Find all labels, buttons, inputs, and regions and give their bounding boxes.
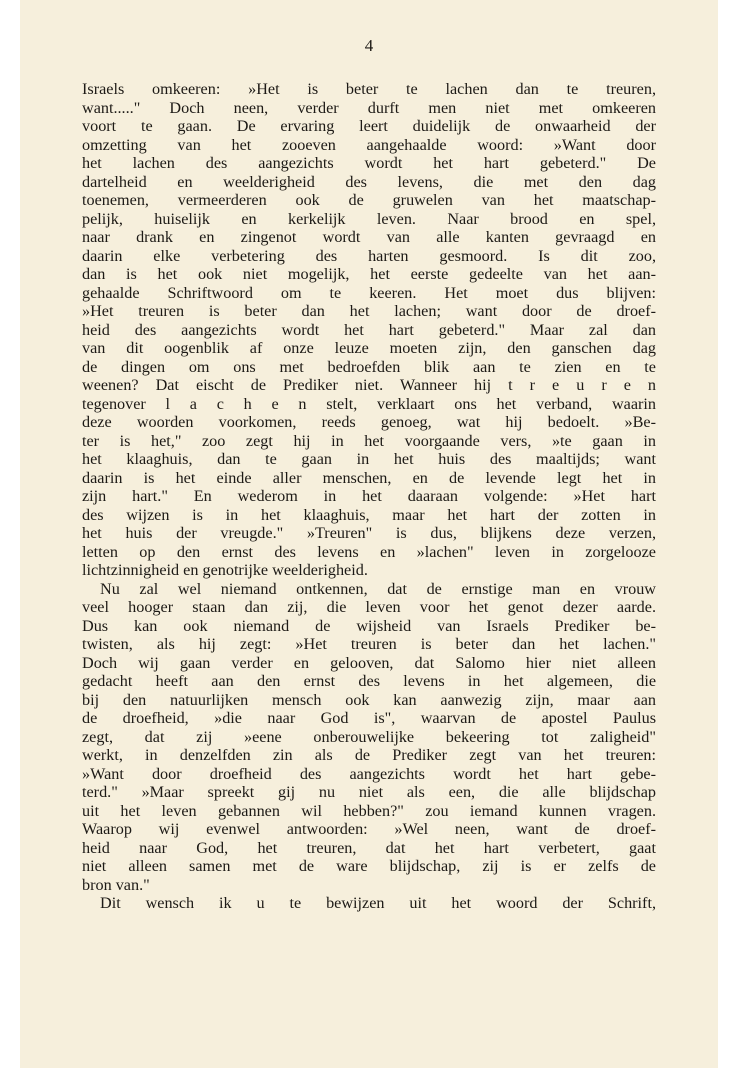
text-line: want....." Doch neen, verder durft men niet met omkeeren [82, 98, 656, 117]
text-line: daarin elke verbetering des harten gesmoord. Is dit zoo, [82, 246, 656, 265]
text-line: zegt, dat zij »eene onberouwelijke bekeering tot zaligheid" [82, 727, 656, 746]
text-line: van dit oogenblik af onze leuze moeten zijn, den ganschen dag [82, 339, 656, 357]
text-line: lichtzinnigheid en genotrijke weelderigheid. [82, 561, 368, 579]
paragraph [82, 80, 656, 580]
text-line: weenen? Dat eischt de Prediker niet. Wanneer hij t r e u r e n [82, 376, 656, 394]
text-line: toenemen, vermeerderen ook de gruwelen van het maatschap- [82, 191, 656, 209]
text-line: terd." »Maar spreekt gij nu niet als een, die alle blijdschap [82, 783, 656, 801]
text-line: het lachen des aangezichts wordt het hart gebeterd." De [82, 154, 656, 172]
text-line: Nu zal wel niemand ontkennen, dat de ernstige man en vrouw [100, 579, 656, 598]
text-line: de dingen om ons met bedroefden blik aan te zien en te [82, 357, 656, 376]
text-line: dan is het ook niet mogelijk, het eerste gedeelte van het aan- [82, 265, 656, 283]
text-line: zijn hart." En wederom in het daaraan volgende: »Het hart [82, 487, 656, 505]
text-line: dartelheid en weelderigheid des levens, die met den dag [82, 172, 656, 191]
text-line: daarin is het einde aller menschen, en de levende legt het in [82, 468, 656, 487]
text-line: bij den natuurlijken mensch ook kan aanwezig zijn, maar aan [82, 690, 656, 709]
text-line: twisten, als hij zegt: »Het treuren is beter dan het lachen." [82, 635, 656, 653]
paragraph [82, 580, 656, 895]
text-line: des wijzen is in het klaaghuis, maar het hart der zotten in [82, 505, 656, 524]
text-line: Dus kan ook niemand de wijsheid van Israels Prediker be- [82, 616, 656, 635]
text-line: »Het treuren is beter dan het lachen; want door de droef- [82, 302, 656, 320]
text-line: bron van." [82, 875, 150, 894]
text-line: Waarop wij evenwel antwoorden: »Wel neen, want de droef- [82, 820, 656, 838]
text-line: het klaaghuis, dan te gaan in het huis des maaltijds; want [82, 450, 656, 468]
text-line: tegenover l a c h e n stelt, verklaart ons het verband, waarin [82, 394, 656, 413]
paragraph [82, 894, 656, 913]
text-line: naar drank en zingenot wordt van alle kanten gevraagd en [82, 228, 656, 246]
text-line: Dit wensch ik u te bewijzen uit het woord der Schrift, [100, 894, 656, 912]
text-line: gedacht heeft aan den ernst des levens in het algemeen, die [82, 672, 656, 690]
text-line: Israels omkeeren: »Het is beter te lachen dan te treuren, [82, 80, 656, 98]
text-line: pelijk, huiselijk en kerkelijk leven. Naar brood en spel, [82, 209, 656, 228]
page-number: 4 [364, 36, 374, 55]
text-line: Doch wij gaan verder en gelooven, dat Salomo hier niet alleen [82, 653, 656, 672]
book-page [20, 0, 718, 1068]
text-line: omzetting van het zooeven aangehaalde woord: »Want door [82, 135, 656, 154]
text-line: heid des aangezichts wordt het hart gebeterd." Maar zal dan [82, 320, 656, 339]
text-line: werkt, in denzelfden zin als de Prediker zegt van het treuren: [82, 746, 656, 764]
text-line: »Want door droefheid des aangezichts wordt het hart gebe- [82, 764, 656, 783]
text-line: heid naar God, het treuren, dat het hart verbetert, gaat [82, 838, 656, 857]
body-text [82, 80, 656, 913]
text-line: de droefheid, »die naar God is", waarvan de apostel Paulus [82, 709, 656, 727]
text-line: het huis der vreugde." »Treuren" is dus, blijkens deze verzen, [82, 524, 656, 542]
text-line: voort te gaan. De ervaring leert duidelijk de onwaarheid der [82, 117, 656, 135]
text-line: niet alleen samen met de ware blijdschap, zij is er zelfs de [82, 857, 656, 875]
text-line: uit het leven gebannen wil hebben?" zou iemand kunnen vragen. [82, 801, 656, 820]
text-line: letten op den ernst des levens en »lachen" leven in zorgelooze [82, 542, 656, 561]
text-line: ter is het," zoo zegt hij in het voorgaande vers, »te gaan in [82, 431, 656, 450]
text-line: deze woorden voorkomen, reeds genoeg, wat hij bedoelt. »Be- [82, 413, 656, 431]
text-line: veel hooger staan dan zij, die leven voor het genot dezer aarde. [82, 598, 656, 616]
text-line: gehaalde Schriftwoord om te keeren. Het moet dus blijven: [82, 283, 656, 302]
